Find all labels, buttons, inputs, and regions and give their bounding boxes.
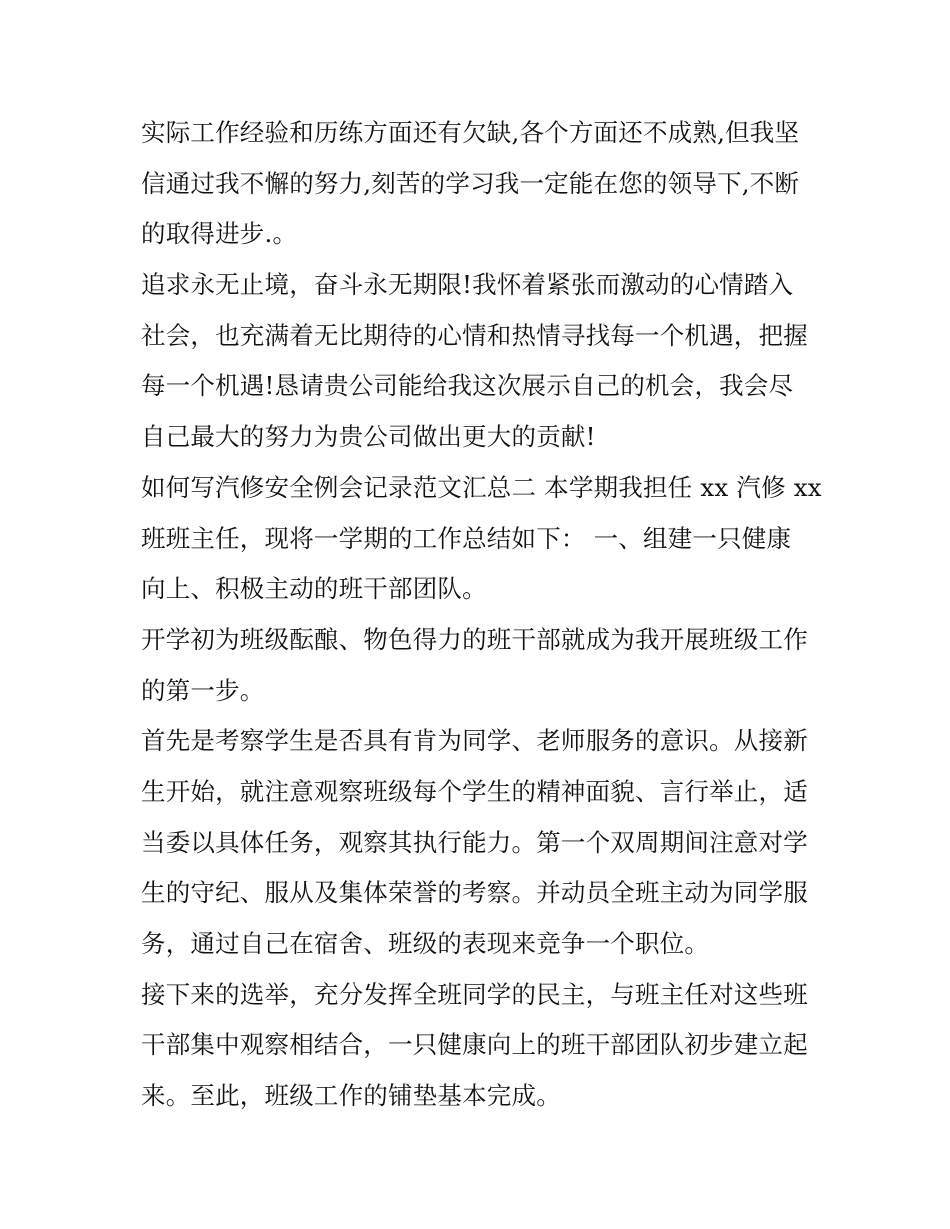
text-line: 开学初为班级酝酿、物色得力的班干部就成为我开展班级工作 <box>141 624 808 654</box>
text-line: 班班主任，现将一学期的工作总结如下： 一、组建一只健康 <box>141 523 792 553</box>
text-line: 如何写汽修安全例会记录范文汇总二 本学期我担任 xx 汽修 xx <box>141 472 822 502</box>
paragraph <box>141 716 813 969</box>
text-line: 干部集中观察相结合，一只健康向上的班干部团队初步建立起 <box>141 1030 808 1060</box>
text-line: 的取得进步.。 <box>141 219 298 249</box>
text-line: 自己最大的努力为贵公司做出更大的贡献! <box>141 422 596 452</box>
text-line: 生开始，就注意观察班级每个学生的精神面貌、言行举止，适 <box>141 776 808 806</box>
text-line: 来。至此，班级工作的铺垫基本完成。 <box>141 1081 561 1111</box>
text-line: 向上、积极主动的班干部团队。 <box>141 574 487 604</box>
paragraph <box>141 260 813 463</box>
text-line: 生的守纪、服从及集体荣誉的考察。并动员全班主动为同学服 <box>141 878 808 908</box>
text-line: 的第一步。 <box>141 675 265 705</box>
text-line: 追求永无止境，奋斗永无期限!我怀着紧张而激动的心情踏入 <box>141 270 794 300</box>
text-line: 每一个机遇!恳请贵公司能给我这次展示自己的机会，我会尽 <box>141 371 794 401</box>
text-line: 接下来的选举，充分发挥全班同学的民主，与班主任对这些班 <box>141 979 808 1009</box>
paragraph <box>141 970 813 1122</box>
text-line: 信通过我不懈的努力,刻苦的学习我一定能在您的领导下,不断 <box>141 168 800 198</box>
text-line: 首先是考察学生是否具有肯为同学、老师服务的意识。从接新 <box>141 726 808 756</box>
paragraph <box>141 108 813 260</box>
text-line: 实际工作经验和历练方面还有欠缺,各个方面还不成熟,但我坚 <box>141 118 800 147</box>
text-line: 社会，也充满着无比期待的心情和热情寻找每一个机遇，把握 <box>141 320 808 350</box>
paragraph <box>141 463 822 615</box>
paragraph <box>141 615 813 716</box>
text-line: 务，通过自己在宿舍、班级的表现来竞争一个职位。 <box>141 929 710 958</box>
document-body <box>141 108 822 1122</box>
text-line: 当委以具体任务，观察其执行能力。第一个双周期间注意对学 <box>141 827 808 857</box>
